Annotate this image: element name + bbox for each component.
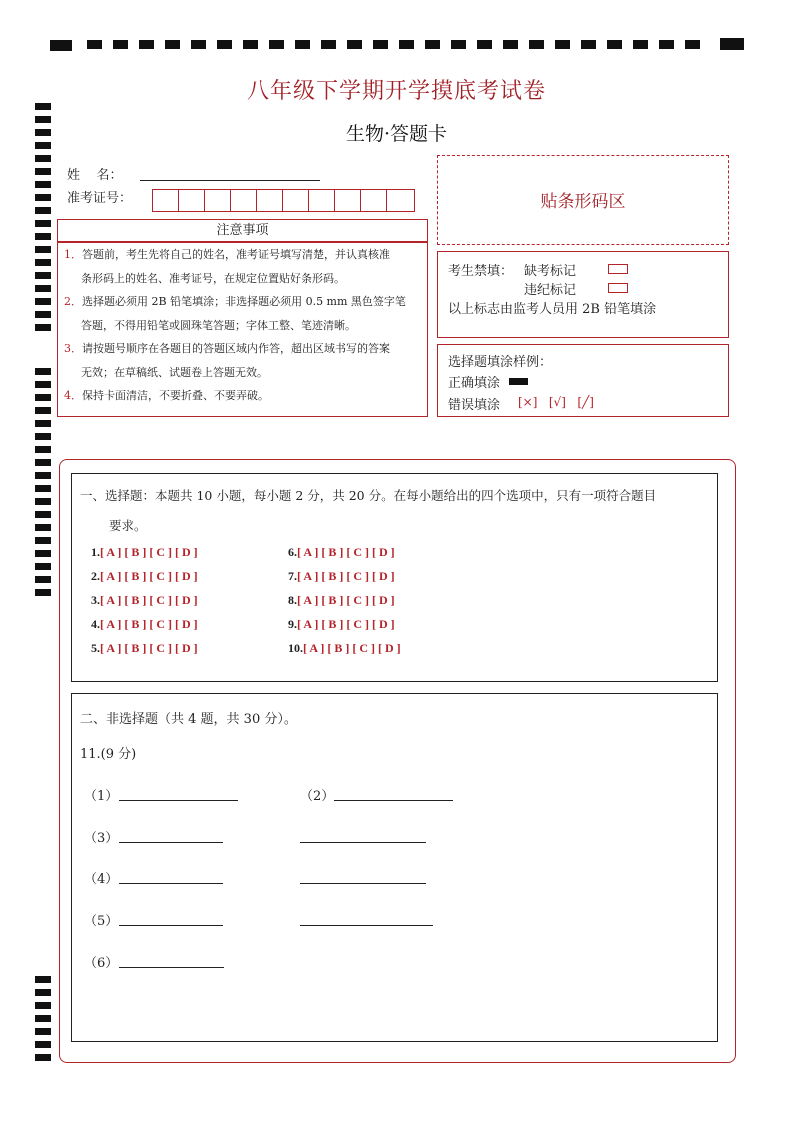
question-number: 3. [91, 593, 100, 607]
notice-num: 4． [64, 389, 82, 402]
question-row[interactable] [91, 617, 198, 632]
question-row[interactable] [288, 569, 395, 584]
question-options[interactable]: [ A ] [ B ] [ C ] [ D ] [297, 569, 395, 583]
question-row[interactable] [288, 617, 395, 632]
id-digit-box[interactable] [178, 189, 205, 212]
correct-fill-label: 正确填涂 [448, 376, 501, 391]
blank-label: （3） [84, 831, 119, 846]
question-row[interactable] [288, 593, 395, 608]
id-digit-box[interactable] [230, 189, 257, 212]
answer-blank[interactable] [119, 883, 223, 884]
id-digit-box[interactable] [282, 189, 309, 212]
question-options[interactable]: [ A ] [ B ] [ C ] [ D ] [100, 545, 198, 559]
question-number: 10. [288, 641, 303, 655]
answer-blank[interactable] [119, 800, 238, 801]
barcode-area [437, 155, 729, 245]
notice-text: 请按题号顺序在各题目的答题区域内作答，超出区域书写的答案 [82, 342, 390, 355]
question-number: 9. [288, 617, 297, 631]
answer-blank[interactable] [300, 883, 426, 884]
question-options[interactable]: [ A ] [ B ] [ C ] [ D ] [100, 617, 198, 631]
violation-label: 违纪标记 [524, 283, 577, 298]
forbidden-box [437, 251, 729, 338]
notice-text-cont: 答题，不得用铅笔或圆珠笔答题；字体工整、笔迹清晰。 [81, 318, 356, 332]
fill-example-title: 选择题填涂样例： [448, 355, 553, 370]
question-row[interactable] [91, 641, 198, 656]
filled-bubble-icon [509, 378, 528, 385]
exam-id-label: 准考证号： [67, 191, 133, 206]
section1-box [71, 473, 718, 682]
blank-label: （4） [84, 872, 119, 887]
notice-title: 注意事项 [216, 223, 269, 238]
forbidden-note: 以上标志由监考人员用 2B 铅笔填涂 [448, 302, 657, 317]
notice-box [57, 242, 428, 417]
absent-label: 缺考标记 [524, 264, 577, 279]
answer-blank[interactable] [119, 842, 223, 843]
notice-num: 2． [64, 295, 82, 308]
wrong-fill-marks: [×] [√] [╱] [518, 395, 594, 409]
answer-blank[interactable] [300, 925, 433, 926]
section2-box [71, 693, 718, 1042]
question-number: 7. [288, 569, 297, 583]
question-options[interactable]: [ A ] [ B ] [ C ] [ D ] [100, 569, 198, 583]
notice-num: 3． [64, 342, 82, 355]
question-number: 1. [91, 545, 100, 559]
barcode-label: 贴条形码区 [540, 192, 626, 212]
notice-text-cont: 无效；在草稿纸、试题卷上答题无效。 [81, 365, 268, 379]
question-number: 6. [288, 545, 297, 559]
id-digit-box[interactable] [334, 189, 361, 212]
section1-heading-cont: 要求。 [109, 518, 147, 533]
answer-blank[interactable] [300, 842, 426, 843]
question-options[interactable]: [ A ] [ B ] [ C ] [ D ] [297, 617, 395, 631]
question-options[interactable]: [ A ] [ B ] [ C ] [ D ] [100, 593, 198, 607]
question-row[interactable] [288, 545, 395, 560]
violation-mark-box[interactable] [608, 283, 628, 293]
question-options[interactable]: [ A ] [ B ] [ C ] [ D ] [100, 641, 198, 655]
id-digit-box[interactable] [256, 189, 283, 212]
question-number: 5. [91, 641, 100, 655]
name-field[interactable] [140, 180, 320, 181]
question-options[interactable]: [ A ] [ B ] [ C ] [ D ] [297, 545, 395, 559]
section2-heading: 二、非选择题（共 4 题，共 30 分）。 [80, 712, 297, 727]
id-digit-box[interactable] [152, 189, 179, 212]
question-options[interactable]: [ A ] [ B ] [ C ] [ D ] [297, 593, 395, 607]
question-row[interactable] [288, 641, 401, 656]
notice-text-cont: 条形码上的姓名、准考证号，在规定位置贴好条形码。 [81, 271, 345, 285]
exam-title: 八年级下学期开学摸底考试卷 [246, 79, 546, 104]
id-digit-box[interactable] [386, 189, 415, 212]
id-digit-box[interactable] [360, 189, 387, 212]
question-row[interactable] [91, 569, 198, 584]
id-digit-box[interactable] [308, 189, 335, 212]
absent-mark-box[interactable] [608, 264, 628, 274]
question-row[interactable] [91, 545, 198, 560]
notice-num: 1． [64, 248, 82, 261]
subject-subtitle: 生物·答题卡 [345, 123, 448, 145]
notice-text: 保持卡面清洁，不要折叠、不要弄破。 [82, 389, 269, 402]
answer-blank[interactable] [119, 967, 224, 968]
blank-label: （1） [84, 789, 119, 804]
answer-blank[interactable] [334, 800, 453, 801]
question-row[interactable] [91, 593, 198, 608]
question-options[interactable]: [ A ] [ B ] [ C ] [ D ] [303, 641, 401, 655]
notice-text: 答题前，考生先将自己的姓名，准考证号填写清楚，并认真核准 [82, 248, 390, 261]
section1-heading: 一、选择题：本题共 10 小题，每小题 2 分，共 20 分。在每小题给出的四个选项中，只有一项符合题目 [80, 488, 657, 503]
notice-list [64, 243, 426, 408]
wrong-fill-label: 错误填涂 [448, 398, 501, 413]
blank-label: （2） [300, 789, 335, 804]
question-number: 8. [288, 593, 297, 607]
notice-header [57, 219, 428, 242]
question-11-label: 11.(9 分) [80, 747, 137, 762]
notice-text: 选择题必须用 2B 铅笔填涂；非选择题必须用 0.5 mm 黑色签字笔 [82, 295, 406, 308]
blank-label: （5） [84, 914, 119, 929]
answer-blank[interactable] [119, 925, 223, 926]
forbidden-label: 考生禁填： [448, 264, 514, 279]
blank-label: （6） [84, 956, 119, 971]
question-number: 2. [91, 569, 100, 583]
name-label: 姓 名： [67, 168, 123, 183]
id-digit-box[interactable] [204, 189, 231, 212]
fill-example-box [437, 344, 729, 417]
question-number: 4. [91, 617, 100, 631]
